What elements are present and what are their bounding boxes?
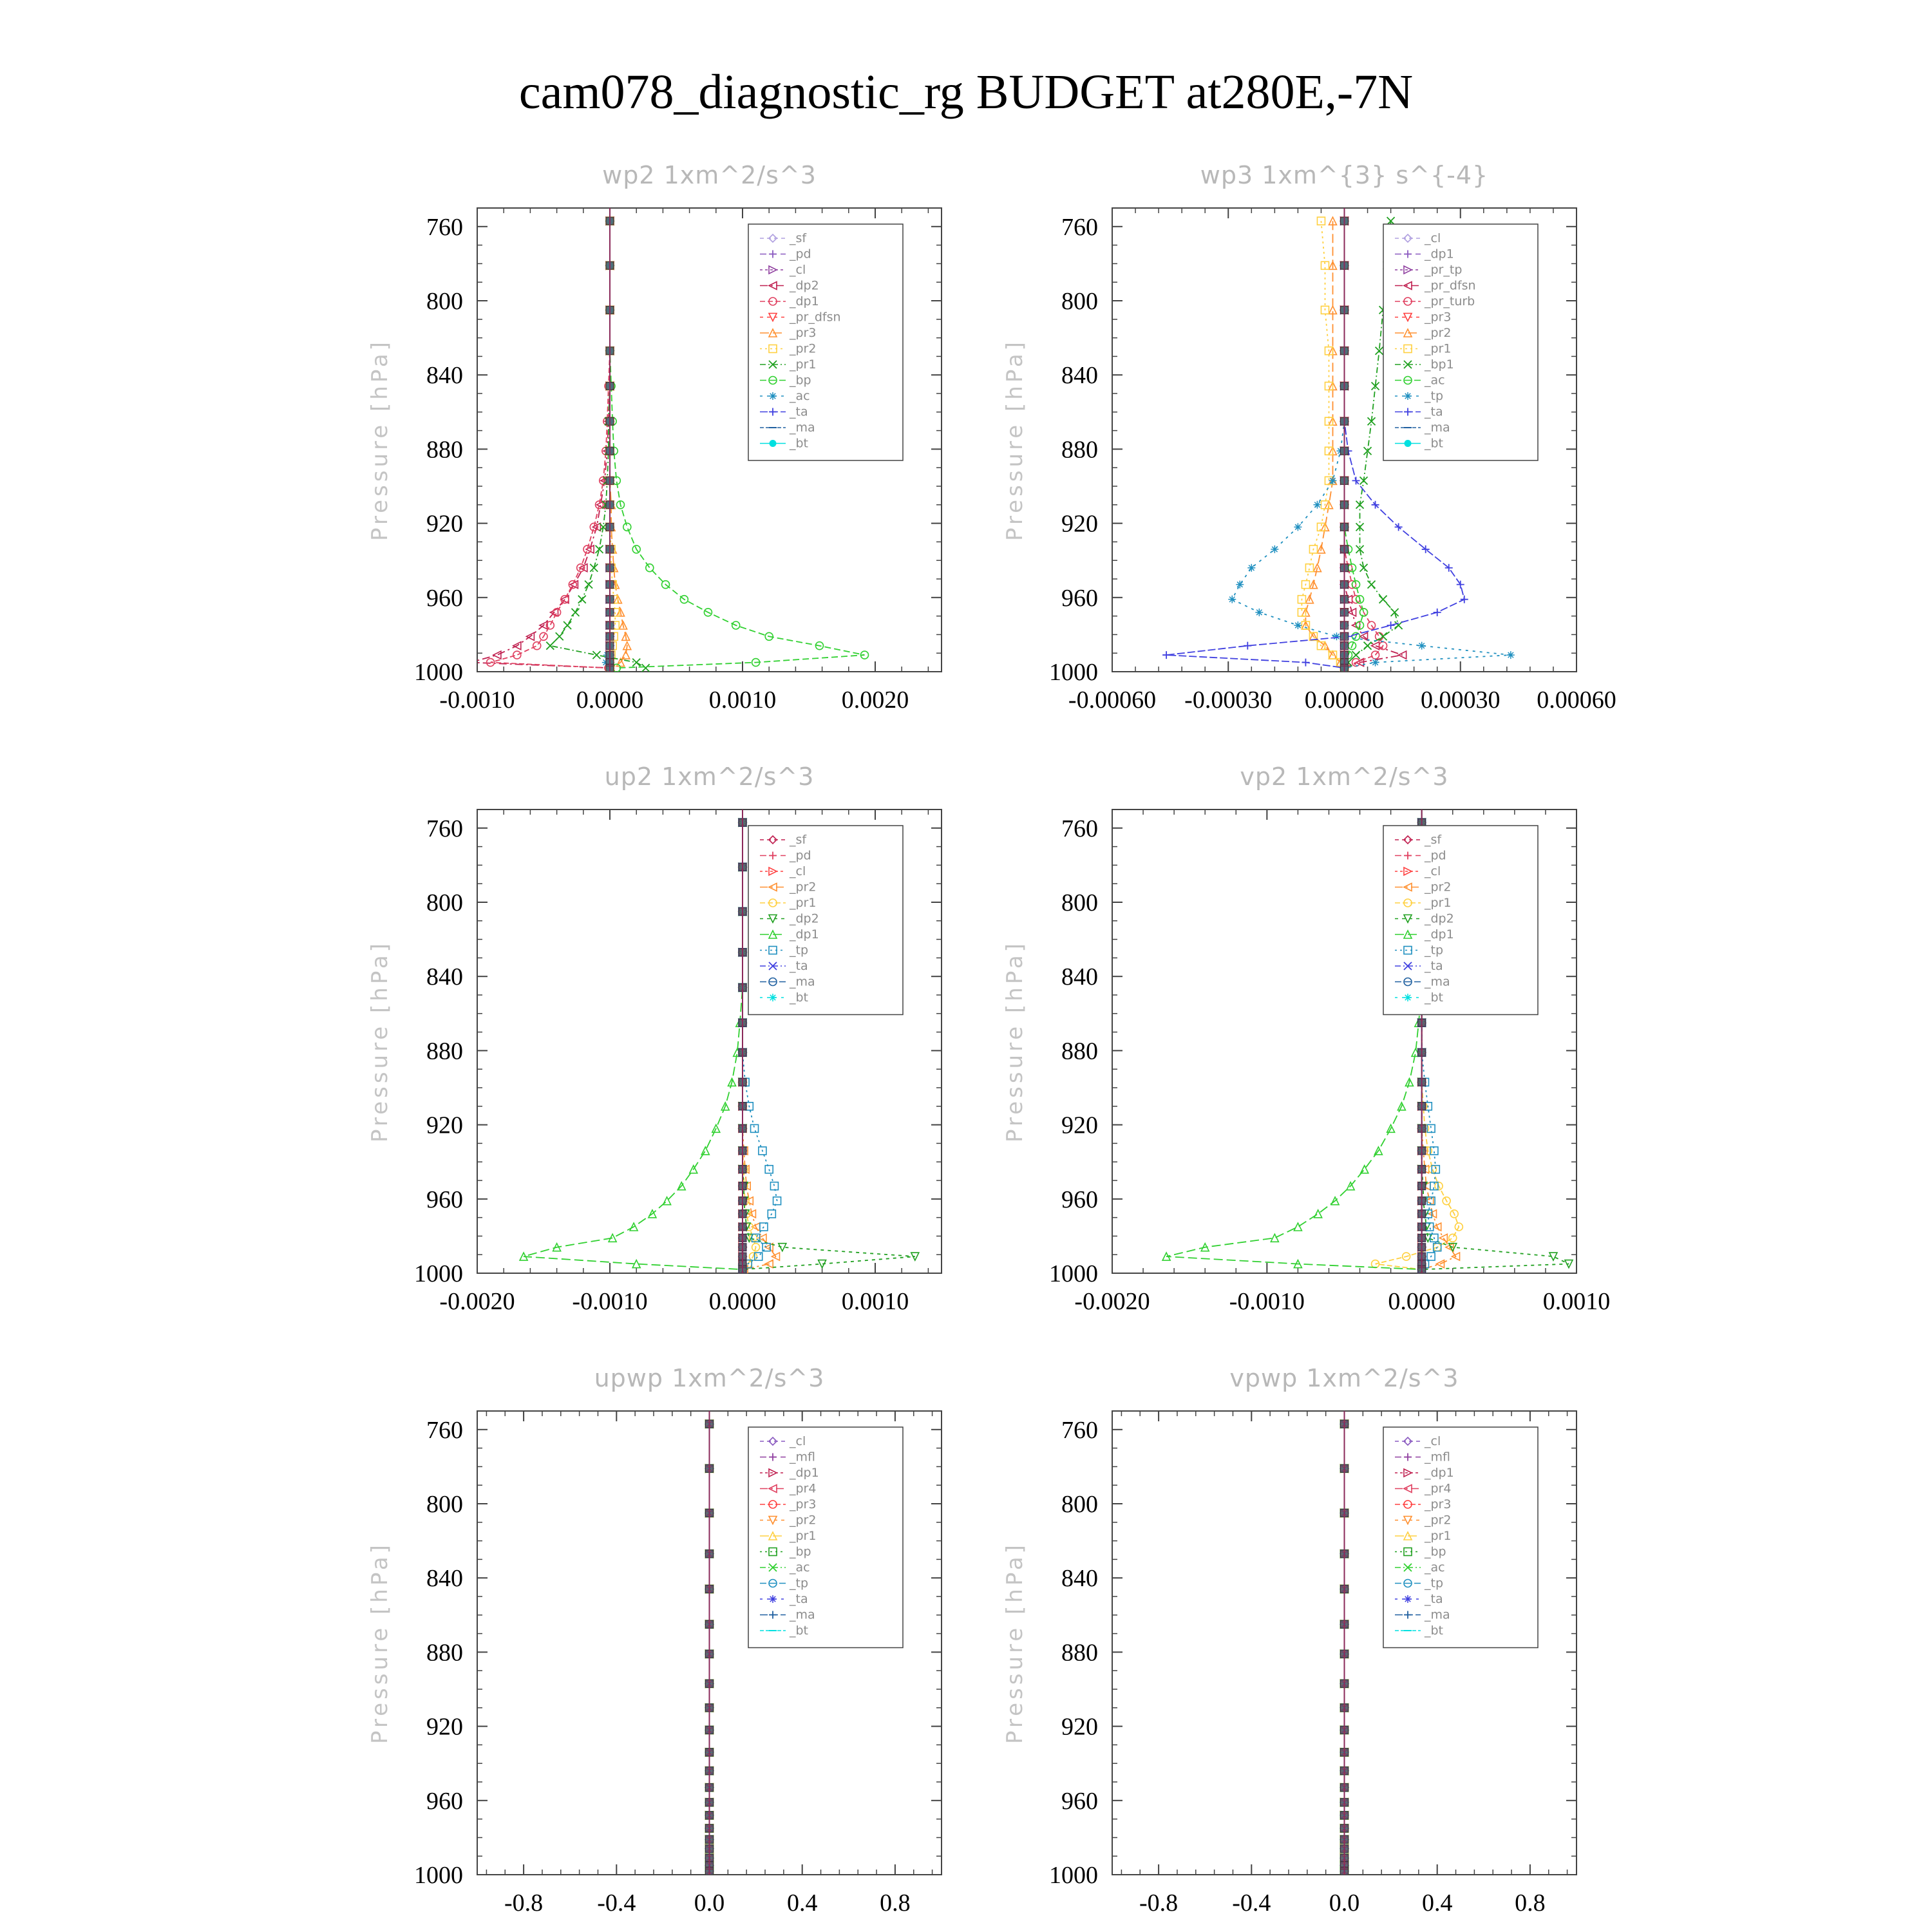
legend-entry: _pr3 [1425, 1497, 1452, 1511]
legend-entry: _pr1 [790, 1529, 817, 1543]
y-tick-label: 800 [1061, 288, 1098, 315]
legend [1383, 826, 1538, 1015]
series-point-pr1 [571, 609, 579, 616]
x-tick-label: -0.4 [597, 1889, 636, 1917]
legend-entry: _pr2 [1425, 1513, 1452, 1528]
legend-entry: _ta [1425, 959, 1443, 973]
y-tick-label: 880 [1061, 1639, 1098, 1667]
legend-entry: _bt [790, 436, 809, 451]
legend-entry: _tp [1425, 943, 1444, 958]
panel-3 [367, 762, 942, 1315]
y-tick-label: 800 [1061, 889, 1098, 916]
series-point-dp1 [1271, 1234, 1278, 1242]
x-tick-label: 0.00030 [1421, 687, 1501, 714]
series-point-tp [1313, 501, 1321, 509]
y-tick-label: 920 [1061, 510, 1098, 538]
series-line-dp2 [471, 221, 610, 668]
legend-entry: _pd [790, 848, 811, 863]
series-point-ta [1302, 659, 1309, 667]
legend-entry: _ma [790, 1607, 815, 1622]
x-tick-label: -0.8 [1139, 1889, 1179, 1917]
legend-swatch-marker [769, 994, 777, 1001]
legend-entry: _pr1 [1425, 896, 1452, 910]
legend-entry: _pr_tp [1425, 263, 1463, 277]
y-tick-label: 960 [1061, 1787, 1098, 1815]
y-tick-label: 840 [426, 362, 463, 390]
series-point-bp1 [1379, 596, 1387, 603]
legend-entry: _cl [790, 1434, 806, 1448]
legend-entry: _dp1 [790, 294, 819, 308]
series-point-pr1 [632, 659, 640, 667]
x-tick-label: 0.4 [786, 1889, 818, 1917]
legend-swatch-marker [769, 392, 777, 400]
x-tick-label: -0.0020 [1074, 1288, 1150, 1315]
legend-swatch-marker [770, 440, 777, 447]
series-point-tp [1236, 581, 1244, 589]
y-tick-label: 800 [1061, 1491, 1098, 1518]
series-point-pr1 [578, 596, 586, 603]
series-group [706, 1411, 714, 1875]
series-point-pr1 [749, 1234, 757, 1242]
series-group [1341, 1411, 1349, 1875]
legend-entry: _pr_turb [1425, 294, 1475, 308]
x-tick-label: 0.4 [1421, 1889, 1453, 1917]
x-tick-label: 0.8 [1515, 1889, 1546, 1917]
x-tick-label: 0.0010 [1542, 1288, 1611, 1315]
y-axis-label: Pressure [hPa] [1002, 1542, 1028, 1744]
legend-swatch-marker [1404, 392, 1412, 400]
y-tick-label: 960 [1061, 584, 1098, 612]
x-tick-label: 0.0010 [708, 687, 777, 714]
series-point-pr1 [1317, 217, 1325, 225]
series-line-pr1 [1302, 221, 1344, 668]
series-point-pr1 [642, 664, 650, 672]
legend-entry: _bp [790, 373, 811, 388]
legend-entry: _dp1 [1425, 1466, 1454, 1480]
legend-entry: _pr1 [790, 357, 817, 372]
panel-6 [1002, 1364, 1577, 1917]
panel-grid [367, 161, 1616, 1917]
panel-title: wp3 1xm^{3} s^{-4} [1200, 161, 1489, 189]
x-tick-label: -0.0010 [1229, 1288, 1305, 1315]
panel-title: up2 1xm^2/s^3 [604, 762, 815, 791]
series-point-ta [1461, 596, 1468, 603]
legend-box [748, 224, 903, 460]
series-point-tp [1372, 659, 1379, 667]
legend-swatch-marker [1404, 994, 1412, 1001]
series-point-tp [1271, 545, 1278, 553]
series-point-dp1 [513, 651, 521, 659]
panel-title: vp2 1xm^2/s^3 [1240, 762, 1449, 791]
series-point-dp2 [493, 651, 501, 659]
legend-entry: _tp [1425, 389, 1444, 403]
y-tick-label: 760 [426, 213, 463, 241]
y-tick-label: 840 [1061, 963, 1098, 991]
x-tick-label: -0.00030 [1184, 687, 1273, 714]
legend-swatch-marker [1405, 440, 1412, 447]
series-point-tp [1255, 609, 1263, 616]
y-axis-label: Pressure [hPa] [1002, 940, 1028, 1142]
series-point-pr1 [590, 564, 598, 572]
y-tick-label: 840 [1061, 1565, 1098, 1593]
legend-entry: _pr_dfsn [1425, 278, 1476, 293]
series-point-dp2 [779, 1244, 786, 1251]
panel-2 [1002, 161, 1616, 714]
legend-entry: _pr1 [1425, 341, 1452, 356]
series-point-pr1 [564, 621, 571, 629]
legend-entry: _bt [1425, 990, 1444, 1005]
panel-1 [367, 161, 942, 714]
legend [748, 826, 903, 1015]
legend-entry: _mfl [1425, 1450, 1450, 1464]
series-point-dp2 [467, 659, 475, 667]
series-point-dp1 [1294, 1223, 1302, 1231]
legend-entry: _ac [790, 389, 810, 403]
series-line-dp1 [491, 221, 610, 668]
legend-entry: _pd [1425, 848, 1446, 863]
legend-entry: _pr_dfsn [790, 310, 841, 325]
legend-entry: _bp [790, 1544, 811, 1559]
y-tick-label: 880 [426, 436, 463, 464]
series-point-tp [751, 1124, 759, 1132]
series-point-tp [1332, 632, 1340, 640]
y-tick-label: 1000 [1049, 1862, 1098, 1889]
series-point-tp [1294, 621, 1302, 629]
x-tick-label: 0.0 [694, 1889, 725, 1917]
legend-entry: _pr2 [1425, 326, 1452, 340]
series-point-ta [1244, 642, 1251, 650]
y-tick-label: 920 [426, 1112, 463, 1139]
series-point-pr1 [596, 545, 603, 553]
series-point-tp [1507, 651, 1515, 659]
legend-entry: _ma [790, 421, 815, 435]
legend-entry: _ac [1425, 1560, 1445, 1575]
legend-entry: _pr3 [790, 326, 817, 340]
legend-entry: _bt [790, 1624, 809, 1638]
y-tick-label: 1000 [414, 1260, 463, 1287]
legend-entry: _bp1 [1425, 357, 1454, 372]
x-tick-label: -0.0010 [439, 687, 515, 714]
y-tick-label: 1000 [1049, 1260, 1098, 1287]
y-tick-label: 760 [1061, 213, 1098, 241]
legend [748, 1427, 903, 1648]
legend-entry: _dp1 [790, 1466, 819, 1480]
x-tick-label: 0.0000 [576, 687, 644, 714]
legend-entry: _ta [1425, 1592, 1443, 1606]
series-point-tp [770, 1182, 778, 1190]
x-tick-label: -0.4 [1232, 1889, 1271, 1917]
x-tick-label: 0.0020 [841, 687, 909, 714]
x-tick-label: 0.0000 [1388, 1288, 1455, 1315]
legend-entry: _tp [790, 943, 809, 958]
x-tick-label: 0.0000 [708, 1288, 777, 1315]
y-tick-label: 920 [426, 510, 463, 538]
y-tick-label: 840 [426, 963, 463, 991]
x-tick-label: -0.00060 [1068, 687, 1157, 714]
legend-entry: _dp2 [790, 278, 819, 293]
legend-entry: _sf [790, 231, 807, 245]
series-point-bp1 [1368, 581, 1376, 589]
y-tick-label: 800 [426, 288, 463, 315]
series-point-pr1 [556, 632, 564, 640]
legend-entry: _bp [1425, 1544, 1446, 1559]
series-line-dp1 [524, 822, 743, 1269]
y-tick-label: 880 [426, 1037, 463, 1065]
legend-entry: _tp [790, 1576, 809, 1591]
legend-entry: _pr3 [790, 1497, 817, 1511]
legend-entry: _pr2 [1425, 880, 1452, 895]
series-point-pr1 [592, 651, 600, 659]
legend-entry: _dp2 [790, 911, 819, 926]
legend-entry: _pr2 [790, 880, 817, 895]
legend-entry: _pd [790, 247, 811, 261]
y-tick-label: 960 [426, 584, 463, 612]
x-tick-label: -0.8 [504, 1889, 544, 1917]
legend-entry: _bt [1425, 1624, 1444, 1638]
y-axis-label: Pressure [hPa] [367, 940, 393, 1142]
series-point-dp1 [701, 1147, 709, 1155]
legend-entry: _ac [1425, 373, 1445, 388]
legend-entry: _ta [790, 404, 808, 419]
legend-swatch-marker [769, 1595, 777, 1603]
series-point-tp [1294, 523, 1302, 531]
legend-entry: _pr3 [1425, 310, 1452, 325]
legend-entry: _cl [790, 263, 806, 277]
y-tick-label: 920 [1061, 1112, 1098, 1139]
legend-entry: _pr2 [790, 1513, 817, 1528]
y-tick-label: 960 [426, 1186, 463, 1213]
legend-entry: _ma [1425, 1607, 1450, 1622]
y-tick-label: 880 [1061, 436, 1098, 464]
series-point-ta [1457, 581, 1464, 589]
legend-entry: _tp [1425, 1576, 1444, 1591]
series-point-bp1 [1391, 609, 1399, 616]
legend-entry: _bt [790, 990, 809, 1005]
series-point-ta [1162, 651, 1170, 659]
legend-entry: _dp1 [1425, 927, 1454, 942]
y-tick-label: 960 [426, 1787, 463, 1815]
y-tick-label: 880 [426, 1639, 463, 1667]
x-tick-label: -0.0020 [439, 1288, 515, 1315]
series-point-dp1 [533, 642, 541, 650]
legend-entry: _mfl [790, 1450, 815, 1464]
panel-title: wp2 1xm^2/s^3 [602, 161, 817, 189]
y-tick-label: 760 [1061, 1416, 1098, 1444]
y-tick-label: 760 [426, 815, 463, 842]
series-point-tp [1329, 477, 1336, 484]
series-point-tp [1228, 596, 1236, 603]
legend-entry: _ta [790, 1592, 808, 1606]
figure-title: cam078_diagnostic_rg BUDGET at280E,-7N [518, 65, 1414, 119]
legend-entry: _pr4 [1425, 1481, 1452, 1496]
legend-entry: _dp2 [1425, 911, 1454, 926]
series-point-dp1 [583, 545, 591, 553]
series-point-bp [646, 564, 654, 572]
legend-entry: _ta [790, 959, 808, 973]
legend-entry: _cl [1425, 231, 1441, 245]
legend-entry: _pr4 [790, 1481, 817, 1496]
series-point-dp1 [561, 596, 569, 603]
series-point-ta [1387, 621, 1395, 629]
y-tick-label: 960 [1061, 1186, 1098, 1213]
y-tick-label: 1000 [414, 659, 463, 686]
legend-entry: _cl [1425, 1434, 1441, 1448]
panel-title: vpwp 1xm^2/s^3 [1229, 1364, 1459, 1392]
panel-title: upwp 1xm^2/s^3 [594, 1364, 825, 1392]
legend [1383, 1427, 1538, 1648]
series-point-bp1 [1352, 651, 1360, 659]
x-tick-label: 0.8 [880, 1889, 911, 1917]
x-tick-label: -0.0010 [572, 1288, 648, 1315]
panel-5 [367, 1364, 942, 1917]
y-tick-label: 800 [426, 889, 463, 916]
legend-entry: _dp1 [1425, 247, 1454, 261]
y-axis-label: Pressure [hPa] [367, 1542, 393, 1744]
legend-entry: _pr1 [790, 896, 817, 910]
y-tick-label: 800 [426, 1491, 463, 1518]
legend-entry: _bt [1425, 436, 1444, 451]
x-tick-label: 0.0010 [841, 1288, 909, 1315]
y-tick-label: 920 [1061, 1713, 1098, 1741]
series-point-pr1 [1449, 1234, 1457, 1242]
series-point-pr1 [1325, 417, 1332, 425]
legend-entry: _ac [790, 1560, 810, 1575]
series-point-bp1 [1379, 632, 1387, 640]
legend-entry: _ma [1425, 974, 1450, 989]
series-point-ta [1434, 609, 1441, 616]
panel-4 [1002, 762, 1610, 1315]
series-point-bp [623, 523, 631, 531]
legend-entry: _pr1 [1425, 1529, 1452, 1543]
x-tick-label: 0.00060 [1537, 687, 1616, 714]
legend-swatch-marker [1404, 1595, 1412, 1603]
legend-entry: _ma [1425, 421, 1450, 435]
legend-entry: _sf [1425, 833, 1442, 847]
y-tick-label: 840 [1061, 362, 1098, 390]
legend-entry: _pr2 [790, 341, 817, 356]
legend-entry: _ta [1425, 404, 1443, 419]
x-tick-label: 0.0 [1329, 1889, 1360, 1917]
legend-entry: _ma [790, 974, 815, 989]
y-tick-label: 760 [426, 1416, 463, 1444]
y-axis-label: Pressure [hPa] [367, 339, 393, 541]
legend-entry: _sf [790, 833, 807, 847]
y-tick-label: 880 [1061, 1037, 1098, 1065]
legend-box [1383, 224, 1538, 460]
y-tick-label: 760 [1061, 815, 1098, 842]
series-point-pr1 [585, 581, 592, 589]
x-tick-label: 0.00000 [1304, 687, 1385, 714]
legend-entry: _cl [1425, 864, 1441, 878]
y-tick-label: 920 [426, 1713, 463, 1741]
y-tick-label: 1000 [414, 1862, 463, 1889]
series-point-tp [1418, 642, 1426, 650]
legend-entry: _dp1 [790, 927, 819, 942]
y-axis-label: Pressure [hPa] [1002, 339, 1028, 541]
legend [748, 224, 903, 460]
legend-entry: _cl [790, 864, 806, 878]
y-tick-label: 840 [426, 1565, 463, 1593]
legend [1383, 224, 1538, 460]
y-tick-label: 1000 [1049, 659, 1098, 686]
series-point-bp1 [1364, 642, 1372, 650]
